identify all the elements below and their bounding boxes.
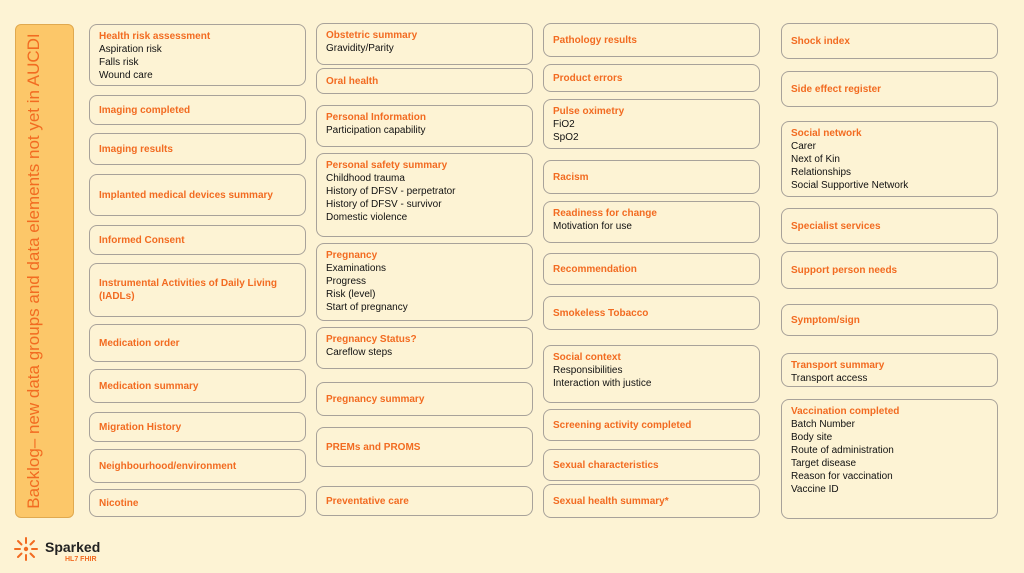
card-item: Domestic violence: [326, 212, 408, 223]
card-item: Gravidity/Parity: [326, 43, 394, 54]
card-item: History of DFSV - survivor: [326, 199, 442, 210]
card-title: PREMs and PROMS: [326, 441, 421, 453]
card-title: Migration History: [99, 421, 182, 433]
card-item: Examinations: [326, 263, 387, 274]
card-prems-and-proms: [316, 427, 533, 467]
card-personal-information: [316, 105, 533, 147]
card-title: Sexual health summary*: [553, 495, 669, 507]
card-neighbourhood-environment: [89, 449, 306, 483]
card-title: Medication order: [99, 337, 180, 349]
card-transport-summary: [781, 353, 998, 387]
card-support-person-needs: [781, 251, 998, 289]
card-pathology-results: [543, 23, 760, 57]
card-health-risk-assessment: [89, 24, 306, 86]
card-title: Racism: [553, 171, 589, 183]
card-item: Transport access: [791, 373, 868, 384]
card-informed-consent: [89, 225, 306, 255]
card-title: Vaccination completed: [791, 406, 900, 417]
card-item: Target disease: [791, 458, 857, 469]
card-item: Route of administration: [791, 445, 894, 456]
card-readiness-for-change: [543, 201, 760, 243]
card-title: Shock index: [791, 35, 850, 47]
card-item: Motivation for use: [553, 221, 632, 232]
backlog-banner: [15, 24, 74, 518]
card-item: Social Supportive Network: [791, 180, 909, 191]
card-side-effect-register: [781, 71, 998, 107]
card-sexual-health-summary: [543, 484, 760, 518]
card-imaging-results: [89, 133, 306, 165]
card-title: Medication summary: [99, 380, 199, 392]
card-item: Careflow steps: [326, 347, 393, 358]
card-personal-safety-summary: [316, 153, 533, 237]
card-title: Screening activity completed: [553, 419, 692, 431]
banner-title: Backlog– new data groups and data elements not yet in AUCDI: [23, 33, 43, 509]
card-item: Next of Kin: [791, 154, 840, 165]
card-nicotine: [89, 489, 306, 517]
card-product-errors: [543, 64, 760, 92]
card-item: SpO2: [553, 132, 579, 143]
card-instrumental-activities-of-daily-living-iadls: [89, 263, 306, 317]
card-item: Interaction with justice: [553, 378, 652, 389]
card-item: Aspiration risk: [99, 44, 162, 55]
card-title: Nicotine: [99, 497, 139, 509]
card-migration-history: [89, 412, 306, 442]
card-racism: [543, 160, 760, 194]
card-smokeless-tobacco: [543, 296, 760, 330]
card-title: Pregnancy Status?: [326, 334, 417, 345]
card-title: Personal Information: [326, 112, 427, 123]
card-title: Product errors: [553, 72, 623, 84]
card-title: Implanted medical devices summary: [99, 189, 273, 201]
card-title: Support person needs: [791, 264, 898, 276]
card-item: Vaccine ID: [791, 484, 839, 495]
card-medication-order: [89, 324, 306, 362]
logo-name: Sparked: [45, 539, 101, 555]
card-social-context: [543, 345, 760, 403]
card-item: Risk (level): [326, 289, 376, 300]
card-recommendation: [543, 253, 760, 285]
sparked-flame-icon: [12, 536, 40, 562]
card-shock-index: [781, 23, 998, 59]
card-vaccination-completed: [781, 399, 998, 519]
card-item: Responsibilities: [553, 365, 623, 376]
card-screening-activity-completed: [543, 409, 760, 441]
card-title: Pregnancy summary: [326, 393, 425, 405]
card-sexual-characteristics: [543, 449, 760, 481]
card-medication-summary: [89, 369, 306, 403]
card-title: Health risk assessment: [99, 31, 211, 42]
card-preventative-care: [316, 486, 533, 516]
card-pregnancy-summary: [316, 382, 533, 416]
card-title: Transport summary: [791, 360, 885, 371]
card-title: Instrumental Activities of Daily Living (IADLs): [99, 278, 277, 302]
card-title: Side effect register: [791, 83, 882, 95]
logo-sub: HL7 FHIR: [65, 556, 97, 563]
card-item: Relationships: [791, 167, 852, 178]
card-title: Recommendation: [553, 263, 637, 275]
card-title: Social context: [553, 352, 621, 363]
card-title: Social network: [791, 128, 862, 139]
card-item: Childhood trauma: [326, 173, 405, 184]
card-oral-health: [316, 68, 533, 94]
card-item: Progress: [326, 276, 367, 287]
card-title: Pulse oximetry: [553, 106, 625, 117]
card-specialist-services: [781, 208, 998, 244]
card-implanted-medical-devices-summary: [89, 174, 306, 216]
card-title: Sexual characteristics: [553, 459, 659, 471]
card-symptom-sign: [781, 304, 998, 336]
card-title: Specialist services: [791, 220, 881, 232]
card-title: Symptom/sign: [791, 314, 860, 326]
card-item: Participation capability: [326, 125, 426, 136]
card-title: Pathology results: [553, 34, 637, 46]
card-obstetric-summary: [316, 23, 533, 65]
card-item: Batch Number: [791, 419, 855, 430]
sparked-logo: [12, 534, 122, 566]
card-item: Start of pregnancy: [326, 302, 408, 313]
card-item: History of DFSV - perpetrator: [326, 186, 456, 197]
card-title: Preventative care: [326, 495, 409, 507]
card-pregnancy: [316, 243, 533, 321]
card-title: Readiness for change: [553, 208, 657, 219]
card-pregnancy-status: [316, 327, 533, 369]
card-imaging-completed: [89, 95, 306, 125]
card-title: Neighbourhood/environment: [99, 460, 237, 472]
card-item: Reason for vaccination: [791, 471, 893, 482]
card-pulse-oximetry: [543, 99, 760, 149]
card-title: Informed Consent: [99, 234, 185, 246]
card-item: Wound care: [99, 70, 153, 81]
card-title: Pregnancy: [326, 250, 378, 261]
card-social-network: [781, 121, 998, 197]
card-title: Obstetric summary: [326, 30, 418, 41]
card-item: Falls risk: [99, 57, 139, 68]
card-title: Imaging completed: [99, 104, 191, 116]
card-item: FiO2: [553, 119, 575, 130]
card-title: Personal safety summary: [326, 160, 448, 171]
card-item: Carer: [791, 141, 817, 152]
card-title: Imaging results: [99, 143, 173, 155]
card-title: Oral health: [326, 75, 379, 87]
card-item: Body site: [791, 432, 833, 443]
card-title: Smokeless Tobacco: [553, 307, 649, 319]
